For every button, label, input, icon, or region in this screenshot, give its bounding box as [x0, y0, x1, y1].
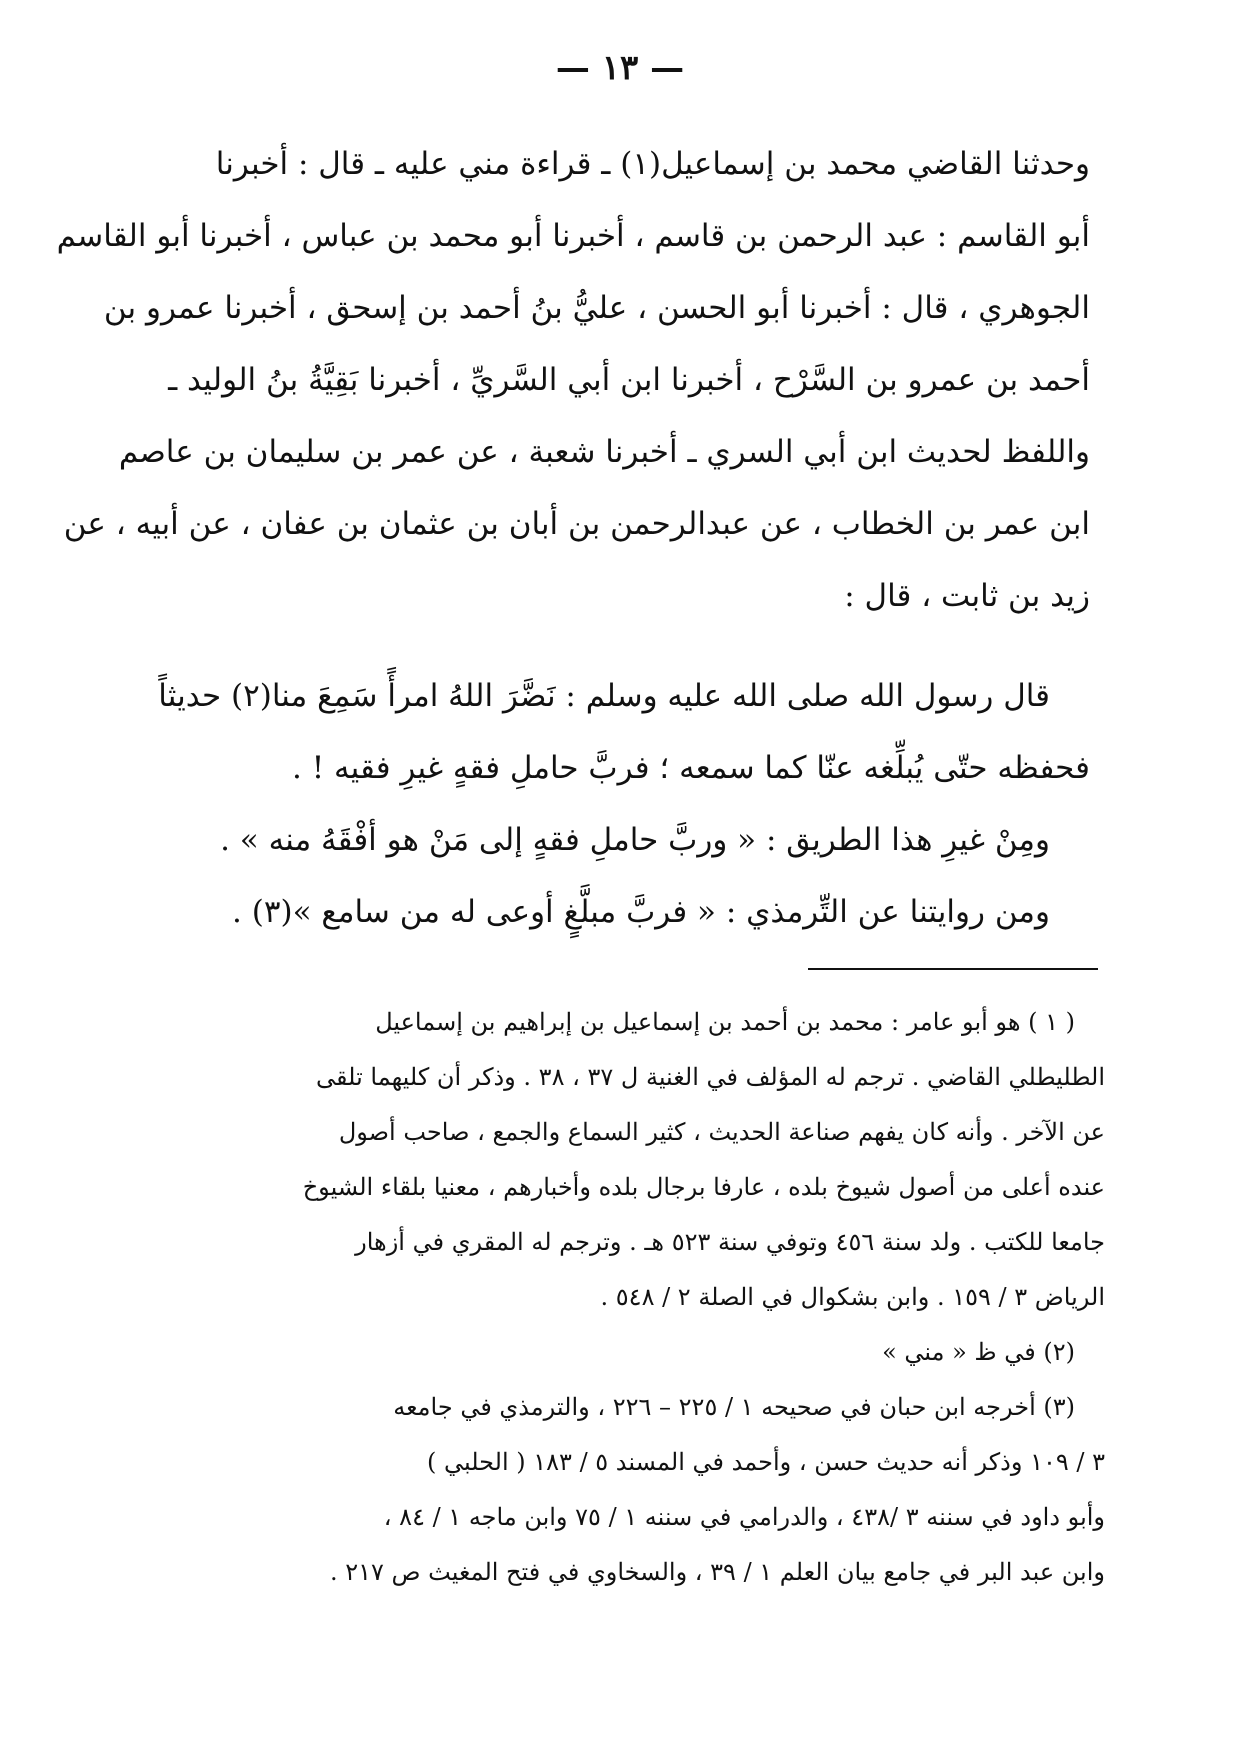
footnotes	[235, 995, 1105, 1600]
isnad-line: زيد بن ثابت ، قال :	[844, 578, 1090, 614]
footnote-line: عنده أعلى من أصول شيوخ بلده ، عارفا برجال بلده وأخبارهم ، معنيا بلقاء الشيوخ	[302, 1173, 1105, 1201]
isnad-line: واللفظ لحديث ابن أبي السري ـ أخبرنا شعبة ، عن عمر بن سليمان بن عاصم	[118, 434, 1090, 470]
footnote-divider	[808, 968, 1098, 970]
footnote-line: وابن عبد البر في جامع بيان العلم ١ / ٣٩ ، والسخاوي في فتح المغيث ص ٢١٧ .	[329, 1558, 1105, 1586]
footnote-line: عن الآخر . وأنه كان يفهم صناعة الحديث ، كثير السماع والجمع ، صاحب أصول	[338, 1118, 1105, 1146]
footnote-line: (٢) في ظ « مني »	[882, 1338, 1075, 1366]
isnad-line: ابن عمر بن الخطاب ، عن عبدالرحمن بن أبان بن عثمان بن عفان ، عن أبيه ، عن	[63, 506, 1090, 542]
hadith-line: فحفظه حتّى يُبلِّغه عنّا كما سمعه ؛ فربَّ حاملِ فقهٍ غيرِ فقيه ! .	[292, 750, 1090, 786]
footnote-line: ( ١ ) هو أبو عامر : محمد بن أحمد بن إسماعيل بن إبراهيم بن إسماعيل	[375, 1008, 1075, 1036]
footnote-line: ٣ / ١٠٩ وذكر أنه حديث حسن ، وأحمد في المسند ٥ / ١٨٣ ( الحلبي )	[426, 1448, 1105, 1476]
hadith-line: ومن روايتنا عن التِّرمذي : « فربَّ مبلَّغٍ أوعى له من سامع »(٣) .	[232, 894, 1050, 930]
footnote-2	[235, 1325, 1105, 1380]
footnote-line: وأبو داود في سننه ٣ /٤٣٨ ، والدرامي في سننه ١ / ٧٥ وابن ماجه ١ / ٨٤ ،	[383, 1503, 1105, 1531]
footnote-line: جامعا للكتب . ولد سنة ٤٥٦ وتوفي سنة ٥٢٣ هـ . وترجم له المقري في أزهار	[355, 1228, 1105, 1256]
footnote-line: الرياض ٣ / ١٥٩ . وابن بشكوال في الصلة ٢ / ٥٤٨ .	[600, 1283, 1105, 1311]
isnad-line: أحمد بن عمرو بن السَّرْح ، أخبرنا ابن أبي السَّريِّ ، أخبرنا بَقِيَّةُ بنُ الوليد ـ	[168, 362, 1090, 398]
footnote-1	[235, 995, 1105, 1325]
footnote-line: (٣) أخرجه ابن حبان في صحيحه ١ / ٢٢٥ – ٢٢٦ ، والترمذي في جامعه	[393, 1393, 1075, 1421]
isnad-line: وحدثنا القاضي محمد بن إسماعيل(١) ـ قراءة مني عليه ـ قال : أخبرنا	[215, 146, 1090, 182]
footnote-3	[235, 1380, 1105, 1600]
page-number: — ١٣ —	[555, 48, 685, 88]
isnad-line: أبو القاسم : عبد الرحمن بن قاسم ، أخبرنا أبو محمد بن عباس ، أخبرنا أبو القاسم	[56, 218, 1090, 254]
footnote-line: الطليطلي القاضي . ترجم له المؤلف في الغنية ل ٣٧ ، ٣٨ . وذكر أن كليهما تلقى	[316, 1063, 1105, 1091]
isnad-paragraph	[56, 128, 1090, 632]
hadith-line: قال رسول الله صلى الله عليه وسلم : نَضَّرَ اللهُ امرأً سَمِعَ منا(٢) حديثاً	[158, 678, 1050, 714]
isnad-line: الجوهري ، قال : أخبرنا أبو الحسن ، عليُّ بنُ أحمد بن إسحق ، أخبرنا عمرو بن	[103, 290, 1090, 326]
hadith-paragraph	[158, 660, 1090, 948]
hadith-line: ومِنْ غيرِ هذا الطريق : « وربَّ حاملِ فقهٍ إلى مَنْ هو أفْقَهُ منه » .	[220, 822, 1050, 858]
